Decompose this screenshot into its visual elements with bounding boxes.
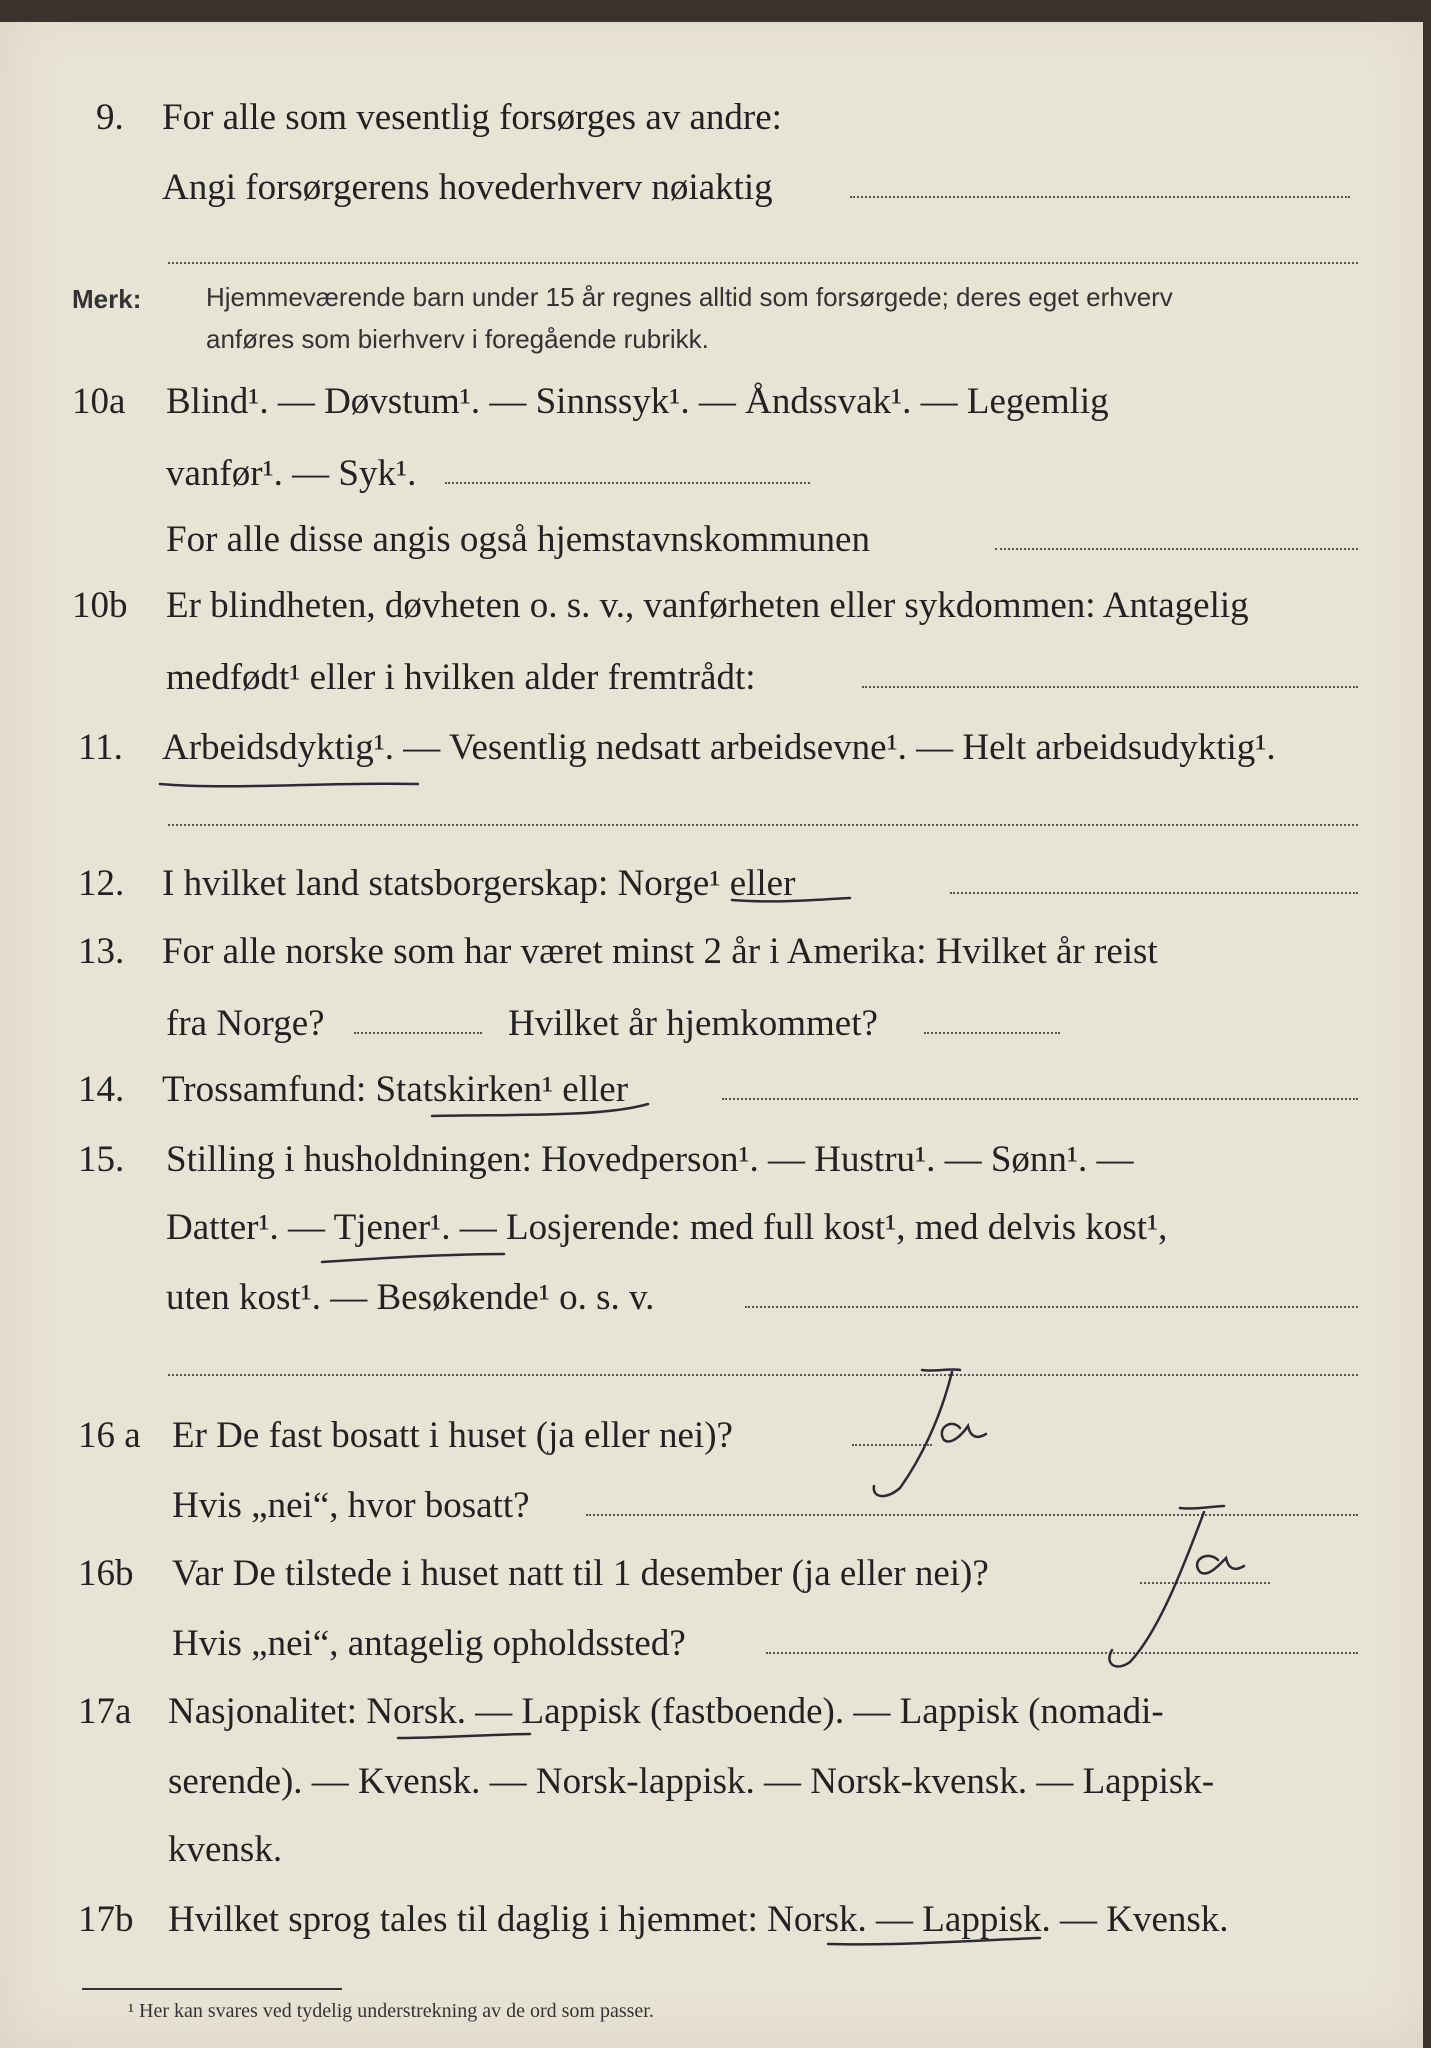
question-number: 13.: [78, 931, 125, 972]
question-number: 12.: [78, 863, 125, 904]
question-16a-line-1: Er De fast bosatt i huset (ja eller nei)?: [172, 1415, 733, 1456]
question-10a-line-2: vanfør¹. — Syk¹.: [166, 453, 417, 494]
underline-norsk: [398, 1734, 530, 1738]
question-13-line-2b: Hvilket år hjemkommet?: [508, 1003, 878, 1044]
question-16b-line-1: Var De tilstede i huset natt til 1 desember (ja eller nei)?: [172, 1553, 989, 1594]
question-17a-line-2: serende). — Kvensk. — Norsk-lappisk. — Norsk-kvensk. — Lappisk-: [168, 1761, 1215, 1802]
underline-arbeidsdyktig: [160, 784, 418, 787]
underline-norge: [732, 898, 850, 901]
underline-tjener: [322, 1254, 504, 1262]
question-number: 10a: [72, 381, 126, 422]
question-15-line-1: Stilling i husholdningen: Hovedperson¹. — Hustru¹. — Sønn¹. —: [166, 1139, 1134, 1180]
question-16a-line-2: Hvis „nei“, hvor bosatt?: [172, 1485, 530, 1526]
question-number: 14.: [78, 1069, 125, 1110]
question-13-line-1: For alle norske som har været minst 2 år i Amerika: Hvilket år reist: [162, 931, 1158, 972]
question-10b-line-1: Er blindheten, døvheten o. s. v., vanførheten eller sykdommen: Antagelig: [166, 585, 1249, 626]
underline-norsk-2: [828, 1938, 1040, 1944]
question-number: 9.: [96, 97, 124, 138]
merk-label: Merk:: [72, 284, 142, 314]
question-number: 15.: [78, 1139, 125, 1180]
question-13-line-2a: fra Norge?: [166, 1003, 325, 1044]
question-17a-line-1: Nasjonalitet: Norsk. — Lappisk (fastboende). — Lappisk (nomadi-: [168, 1691, 1164, 1732]
handwriting-ja-16b: [1109, 1512, 1204, 1666]
question-number: 16 a: [78, 1415, 141, 1456]
question-10a-line-1: Blind¹. — Døvstum¹. — Sinnssyk¹. — Åndssvak¹. — Legemlig: [166, 381, 1109, 422]
question-10b-line-2: medfødt¹ eller i hvilken alder fremtrådt:: [166, 657, 756, 698]
question-9-line-1: For alle som vesentlig forsørges av andre:: [162, 97, 782, 138]
question-number: 16b: [78, 1553, 134, 1594]
question-number: 17a: [78, 1691, 132, 1732]
question-15-line-3: uten kost¹. — Besøkende¹ o. s. v.: [166, 1277, 655, 1318]
question-11-line-1: Arbeidsdyktig¹. — Vesentlig nedsatt arbeidsevne¹. — Helt arbeidsudyktig¹.: [162, 727, 1276, 768]
question-9-line-2: Angi forsørgerens hovederhverv nøiaktig: [162, 167, 773, 208]
merk-line-1: Hjemmeværende barn under 15 år regnes alltid som forsørgede; deres eget erhverv: [206, 282, 1173, 312]
question-16b-line-2: Hvis „nei“, antagelig opholdssted?: [172, 1623, 686, 1664]
question-12-line-1: I hvilket land statsborgerskap: Norge¹ eller: [162, 863, 796, 904]
question-number: 10b: [72, 585, 128, 626]
question-17a-line-3: kvensk.: [168, 1829, 283, 1870]
question-number: 11.: [78, 727, 123, 768]
footnote: ¹ Her kan svares ved tydelig understrekning av de ord som passer.: [128, 2000, 654, 2022]
question-number: 17b: [78, 1899, 134, 1940]
handwriting-ja-16a: [874, 1372, 952, 1496]
question-14-line-1: Trossamfund: Statskirken¹ eller: [162, 1069, 629, 1110]
question-15-line-2: Datter¹. — Tjener¹. — Losjerende: med full kost¹, med delvis kost¹,: [166, 1207, 1168, 1248]
question-10a-line-3: For alle disse angis også hjemstavnskommunen: [166, 519, 870, 560]
question-17b-line-1: Hvilket sprog tales til daglig i hjemmet: Norsk. — Lappisk. — Kvensk.: [168, 1899, 1229, 1940]
merk-line-2: anføres som bierhverv i foregående rubrikk.: [206, 324, 709, 354]
underline-statskirken: [432, 1104, 648, 1116]
